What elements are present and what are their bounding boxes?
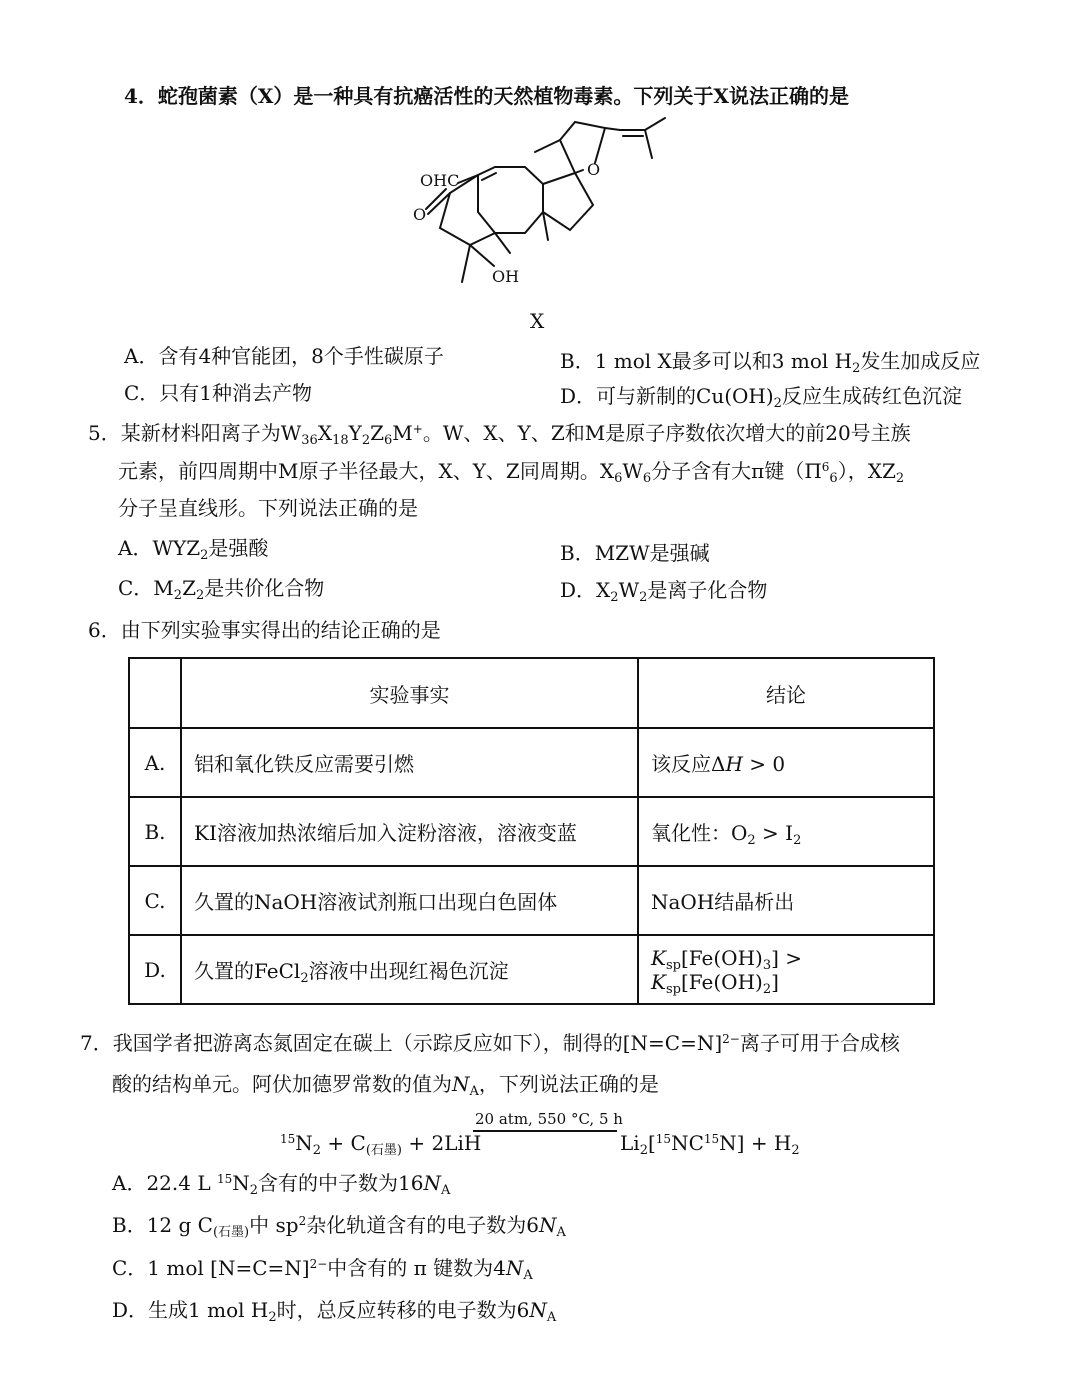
- q5-stem-line3: 分子呈直线形。下列说法正确的是: [118, 496, 418, 520]
- row-fact: KI溶液加热浓缩后加入淀粉溶液，溶液变蓝: [181, 797, 638, 866]
- ohc-label: OHC: [420, 171, 460, 190]
- q7-stem-line1: 7．我国学者把游离态氮固定在碳上（示踪反应如下），制得的[N=C=N]$^{2-}$离子可用于合成核: [80, 1031, 900, 1055]
- row-label: B.: [129, 797, 181, 866]
- q5-option-c: C．$M_2Z_2$是共价化合物: [118, 576, 325, 603]
- header-fact: 实验事实: [181, 658, 638, 728]
- q5-stem-line1: 5．某新材料阳离子为$W_{36}X_{18}Y_2Z_6M^+$。W、X、Y、Z和M是原子序数依次增大的前20号主族: [88, 421, 911, 448]
- experiment-table: [128, 657, 935, 1005]
- header-label-cell: [129, 658, 181, 728]
- header-conclusion: 结论: [638, 658, 934, 728]
- row-fact: 久置的NaOH溶液试剂瓶口出现白色固体: [181, 866, 638, 935]
- q4-stem: 4．蛇孢菌素（X）是一种具有抗癌活性的天然植物毒素。下列关于X说法正确的是: [124, 84, 849, 108]
- q6-stem: 6．由下列实验事实得出的结论正确的是: [88, 618, 441, 642]
- row-conclusion: NaOH结晶析出: [638, 866, 934, 935]
- oh-label: OH: [492, 267, 520, 286]
- row-label: A.: [129, 728, 181, 797]
- q7-stem-line2: 酸的结构单元。阿伏加德罗常数的值为$N_A$，下列说法正确的是: [112, 1072, 659, 1099]
- q4-option-d: D．可与新制的$Cu(OH)_2$反应生成砖红色沉淀: [560, 384, 962, 411]
- reaction-products: $Li_2[^{15}NC^{15}N] + H_2$: [620, 1131, 800, 1158]
- row-conclusion: 该反应ΔH > 0: [638, 728, 934, 797]
- molecule-structure: [410, 112, 700, 297]
- row-label: C.: [129, 866, 181, 935]
- q7-option-c: C．1 mol [N=C=N]$^{2-}$中含有的 π 键数为$4N_A$: [112, 1256, 533, 1283]
- reaction-reactants: $^{15}N_2 + C_{(石墨)} + 2LiH$: [280, 1131, 482, 1158]
- row-conclusion: 氧化性：$O_2 > I_2$: [638, 797, 934, 866]
- table-row: [129, 728, 934, 797]
- q5-option-b: B．MZW是强碱: [560, 541, 710, 565]
- table-row: [129, 935, 934, 1004]
- q4-option-a: A．含有4种官能团，8个手性碳原子: [124, 344, 444, 368]
- reaction-arrow: [473, 1130, 617, 1132]
- table-header-row: [129, 658, 934, 728]
- table-row: [129, 866, 934, 935]
- q4-option-c: C．只有1种消去产物: [124, 381, 313, 405]
- q7-option-d: D．生成1 mol $H_2$时，总反应转移的电子数为$6N_A$: [112, 1298, 557, 1325]
- q5-option-d: D．$X_2W_2$是离子化合物: [560, 578, 768, 605]
- q5-option-a: A．$WYZ_2$是强酸: [118, 536, 269, 563]
- row-conclusion: $K_{sp}[Fe(OH)_3] > K_{sp}[Fe(OH)_2]$: [638, 935, 934, 1004]
- ketone-o-label: O: [413, 205, 427, 224]
- ring-o-label: O: [587, 160, 601, 179]
- row-fact: 铝和氧化铁反应需要引燃: [181, 728, 638, 797]
- molecule-caption: X: [530, 309, 545, 333]
- table-row: [129, 797, 934, 866]
- row-fact: 久置的FeCl$_2$溶液中出现红褐色沉淀: [181, 935, 638, 1004]
- q5-stem-line2: 元素，前四周期中M原子半径最大，X、Y、Z同周期。$X_6W_6$分子含有大π键$(\Pi^6_6)$，$XZ_2$: [118, 459, 905, 486]
- row-label: D.: [129, 935, 181, 1004]
- q7-option-b: B．12 g $C_{(石墨)}$中 $sp^2$杂化轨道含有的电子数为$6N_A$: [112, 1213, 566, 1240]
- q7-option-a: A．22.4 L $^{15}N_2$含有的中子数为$16N_A$: [112, 1171, 451, 1198]
- reaction-conditions: 20 atm, 550 °C, 5 h: [475, 1110, 623, 1128]
- q4-option-b: B．1 mol X最多可以和3 mol $H_2$发生加成反应: [560, 349, 981, 376]
